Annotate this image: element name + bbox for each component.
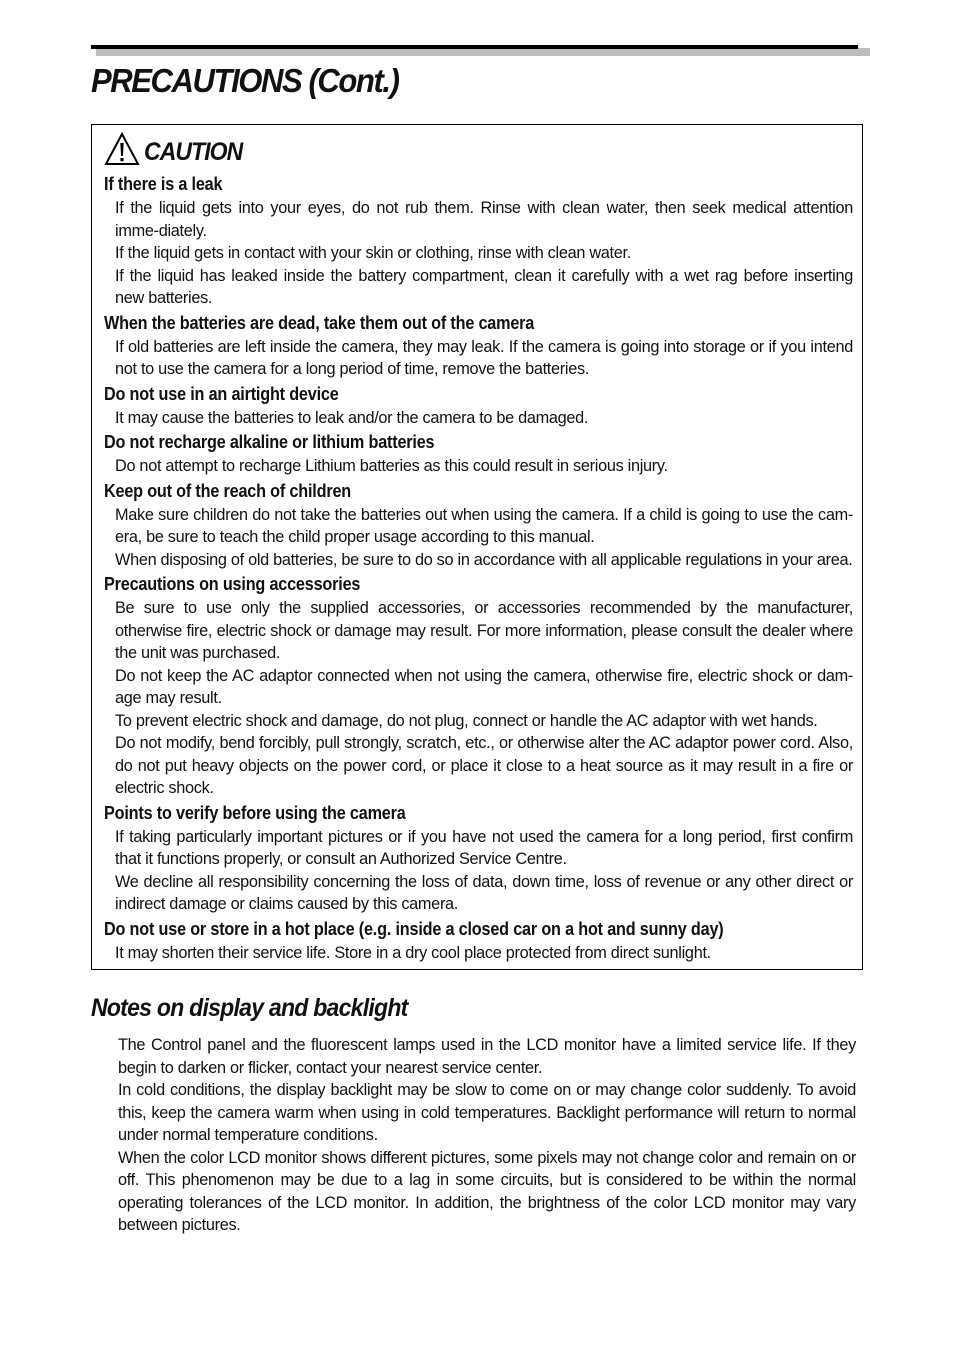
paragraph: When the color LCD monitor shows different pictures, some pixels may not change color and remain on or off. This phenomenon may be due to a lag in some circuits, but is considered to be within the normal operating tolerances of the LCD monitor. In addition, the brightness of the color LCD monitor may vary between pictures. <box>118 1148 856 1234</box>
section-heading: Do not recharge alkaline or lithium batteries <box>104 432 435 452</box>
section-accessories <box>104 571 853 800</box>
paragraph: If old batteries are left inside the camera, they may leak. If the camera is going into storage or if you intend not to use the camera for a long period of time, remove the batteries. <box>115 337 853 378</box>
caution-body <box>104 171 853 964</box>
header-rule-shadow <box>96 48 870 56</box>
section-heading: Keep out of the reach of children <box>104 480 351 501</box>
header-rule <box>91 45 858 49</box>
notes-title: Notes on display and backlight <box>91 994 408 1022</box>
paragraph: When disposing of old batteries, be sure to do so in accordance with all applicable regulations in your area. <box>115 550 853 569</box>
section-leak <box>104 171 853 310</box>
warning-triangle-icon <box>104 132 140 166</box>
section-heading: Precautions on using accessories <box>104 574 361 594</box>
paragraph: If the liquid has leaked inside the battery compartment, clean it carefully with a wet rag before inserting new batteries. <box>115 266 853 307</box>
section-heading: Points to verify before using the camera <box>104 802 406 823</box>
section-heading: When the batteries are dead, take them out of the camera <box>104 312 535 333</box>
paragraph: Be sure to use only the supplied accessories, or accessories recommended by the manufacturer, otherwise fire, electric shock or damage may result. For more information, please consult the dealer where the unit was purchased. <box>115 599 853 662</box>
section-heading: If there is a leak <box>104 174 223 194</box>
paragraph: In cold conditions, the display backlight may be slow to come on or may change color suddenly. To avoid this, keep the camera warm when using in cold temperatures. Backlight performance will return to normal under normal temperature conditions. <box>118 1081 856 1144</box>
paragraph: If the liquid gets into your eyes, do not rub them. Rinse with clean water, then seek medical attention imme-diately. <box>115 199 853 240</box>
paragraph: Do not modify, bend forcibly, pull strongly, scratch, etc., or otherwise alter the AC adaptor power cord. Also, do not put heavy objects on the power cord, or place it close to a heat source as it may result in a fire or electric shock. <box>115 734 853 797</box>
paragraph: We decline all responsibility concerning the loss of data, down time, loss of revenue or any other direct or indirect damage or claims caused by this camera. <box>115 872 853 913</box>
caution-box <box>91 124 863 970</box>
paragraph: If the liquid gets in contact with your skin or clothing, rinse with clean water. <box>115 244 631 262</box>
section-airtight <box>104 381 853 430</box>
paragraph: To prevent electric shock and damage, do not plug, connect or handle the AC adaptor with wet hands. <box>115 711 818 730</box>
section-hot-place <box>104 916 853 965</box>
section-dead-batteries <box>104 310 853 381</box>
section-heading: Do not use or store in a hot place (e.g. inside a closed car on a hot and sunny day) <box>104 918 724 939</box>
paragraph: It may cause the batteries to leak and/or the camera to be damaged. <box>115 408 589 427</box>
paragraph: Make sure children do not take the batteries out when using the camera. If a child is going to use the cam-era, be sure to teach the child proper usage according to this manual. <box>115 505 853 546</box>
section-verify <box>104 800 853 916</box>
caution-title: CAUTION <box>144 137 243 166</box>
notes-body <box>118 1034 856 1237</box>
section-children <box>104 478 853 572</box>
paragraph: If taking particularly important pictures or if you have not used the camera for a long period, first confirm that it functions properly, or consult an Authorized Service Centre. <box>115 827 853 868</box>
paragraph: Do not keep the AC adaptor connected when not using the camera, otherwise fire, electric shock or dam-age may result. <box>115 666 853 707</box>
section-recharge <box>104 429 853 478</box>
page-title: PRECAUTIONS (Cont.) <box>91 62 399 99</box>
paragraph: It may shorten their service life. Store in a dry cool place protected from direct sunlight. <box>115 943 711 962</box>
section-heading: Do not use in an airtight device <box>104 383 339 404</box>
caution-header <box>104 129 251 169</box>
paragraph: Do not attempt to recharge Lithium batteries as this could result in serious injury. <box>115 457 668 475</box>
paragraph: The Control panel and the fluorescent lamps used in the LCD monitor have a limited service life. If they begin to darken or flicker, contact your nearest service center. <box>118 1036 856 1077</box>
